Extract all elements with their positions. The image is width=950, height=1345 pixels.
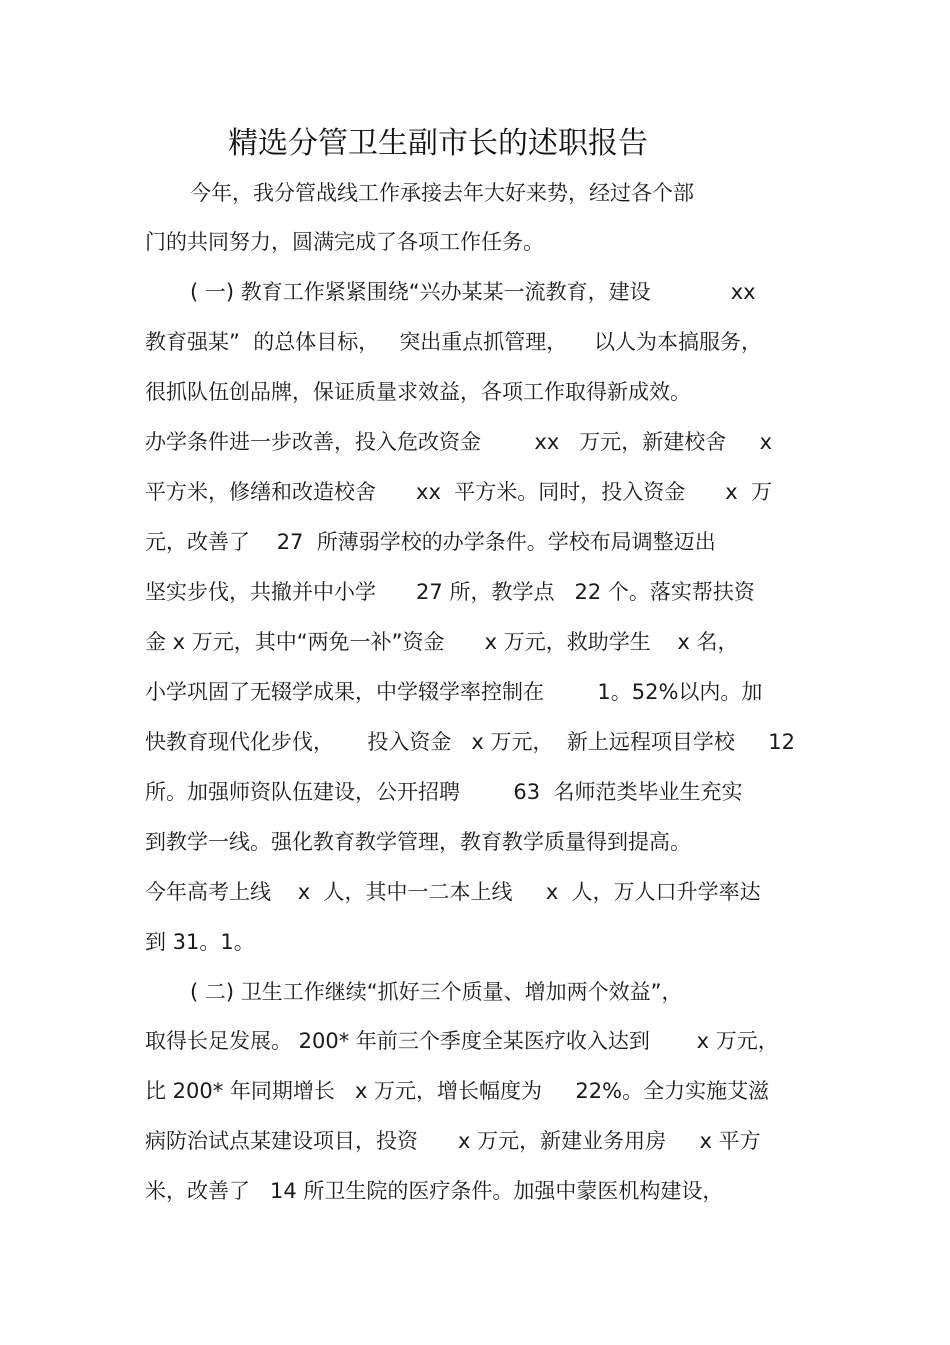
text-line: 小学巩固了无辍学成果，中学辍学率控制在 1。52%以内。加 [145,680,763,704]
text-line: 办学条件进一步改善，投入危改资金 xx 万元，新建校舍 x [145,430,773,454]
text-line: 平方米，修缮和改造校舍 xx 平方米。同时，投入资金 x 万 [145,480,773,504]
text-line: 所。加强师资队伍建设，公开招聘 63 名师范类毕业生充实 [145,780,743,804]
text-line: 门的共同努力，圆满完成了各项工作任务。 [145,230,544,254]
text-line: 今年高考上线 x 人，其中一二本上线 x 人，万人口升学率达 [145,880,761,904]
text-line: 病防治试点某建设项目，投资 x 万元，新建业务用房 x 平方 [145,1129,761,1153]
text-line: 米，改善了 14 所卫生院的医疗条件。加强中蒙医机构建设， [145,1179,724,1203]
text-line: 到教学一线。强化教育教学管理，教育教学质量得到提高。 [145,830,691,854]
text-line: 比 200* 年同期增长 x 万元，增长幅度为 22%。全力实施艾滋 [145,1079,770,1103]
text-line: 教育强某” 的总体目标， 突出重点抓管理， 以人为本搞服务， [145,330,762,354]
text-line: 坚实步伐，共撤并中小学 27 所，教学点 22 个。落实帮扶资 [145,580,755,604]
text-line: 元，改善了 27 所薄弱学校的办学条件。学校布局调整迈出 [145,530,716,554]
text-line: 到 31。1。 [145,930,255,954]
text-line: 很抓队伍创品牌，保证质量求效益，各项工作取得新成效。 [145,380,691,404]
text-line: 取得长足发展。 200* 年前三个季度全某医疗收入达到 x 万元， [145,1029,779,1053]
text-line: ( 一) 教育工作紧紧围绕“兴办某某一流教育，建设 xx [190,280,756,304]
text-line: 快教育现代化步伐， 投入资金 x 万元， 新上远程项目学校 12 [145,730,795,754]
text-line: ( 二) 卫生工作继续“抓好三个质量、增加两个效益”， [190,980,683,1004]
text-line: 金 x 万元，其中“两免一补”资金 x 万元，救助学生 x 名， [145,630,739,654]
text-line: 今年，我分管战线工作承接去年大好来势，经过各个部 [190,181,694,205]
document-title: 精选分管卫生副市长的述职报告 [228,126,648,161]
